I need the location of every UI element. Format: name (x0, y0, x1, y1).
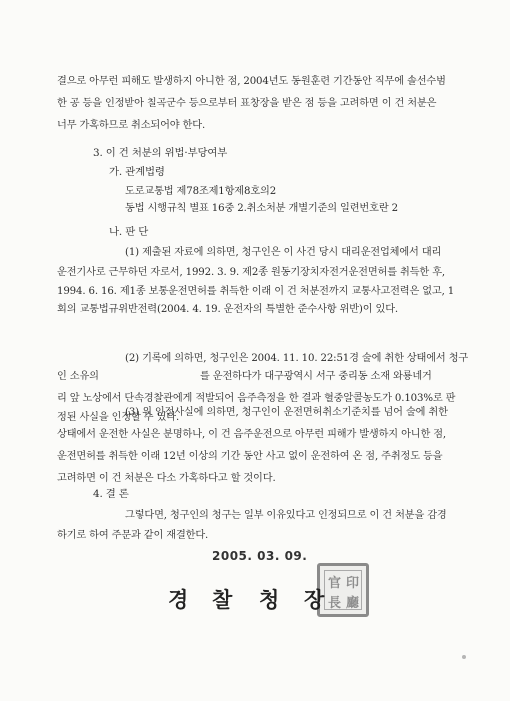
official-seal-stamp: 官 印 長 廳 (317, 563, 369, 617)
subsection-ga-heading: 가. 관계법령 (109, 166, 165, 178)
judgment-paragraph-2-line: 리 앞 노상에서 단속경찰관에게 적발되어 음주측정을 한 결과 혈중알콜농도가 0.103%로 판 (57, 393, 456, 404)
judgment-paragraph-3-line: (3) 위 인정사실에 의하면, 청구인이 운전면허취소기준치를 넘어 술에 취한 (125, 407, 448, 418)
scan-speck (462, 655, 466, 659)
body-line: 너무 가혹하므로 취소되어야 한다. (57, 120, 206, 131)
judgment-paragraph-1-line: 운전기사로 근무하던 자로서, 1992. 3. 9. 제2종 원동기장치자전거운전면허를 취득한 후, (57, 267, 445, 278)
body-line: 한 공 등을 인정받아 칠곡군수 등으로부터 표창장을 받은 점 등을 고려하면 이 건 처분은 (57, 98, 437, 109)
conclusion-line: 하기로 하여 주문과 같이 재결한다. (57, 530, 209, 541)
judgment-paragraph-1-line: 1994. 6. 16. 제1종 보통운전면허를 취득한 이래 이 건 처분전까지 교통사고전력은 없고, 1 (57, 286, 455, 297)
judgment-paragraph-3-line: 상태에서 운전한 사실은 분명하나, 이 건 음주운전으로 아무런 피해가 발생하지 아니한 점, (57, 429, 447, 440)
subsection-na-heading: 나. 판 단 (109, 226, 149, 238)
section-4-heading-visible: 4. 결 론 (93, 488, 129, 500)
decision-date: 2005. 03. 09. (212, 549, 308, 563)
judgment-paragraph-3-line: 고려하면 이 건 처분은 다소 가혹하다고 할 것이다. (57, 473, 276, 484)
issuer-char: 찰 (212, 588, 233, 612)
issuer-char: 청 (259, 588, 280, 612)
judgment-paragraph-1-line: 회의 교통법규위반전력(2004. 4. 19. 운전자의 특별한 준수사항 위반)이 있다. (57, 304, 398, 315)
judgment-paragraph-2-line: (2) 기록에 의하면, 청구인은 2004. 11. 10. 22:51경 술에 취한 상태에서 청구 (125, 353, 469, 364)
issuer-char: 장 (304, 588, 325, 612)
judgment-paragraph-3-line: 운전면허를 취득한 이래 12년 이상의 기간 동안 사고 없이 운전하여 온 점, 주취정도 등을 (57, 451, 443, 462)
judgment-paragraph-2-line: 정된 사실을 인정할 수 있다. (57, 412, 180, 423)
conclusion-line: 그렇다면, 청구인의 청구는 일부 이유있다고 인정되므로 이 건 처분을 감경 (125, 510, 447, 521)
section-3-heading: 3. 이 건 처분의 위법·부당여부 (93, 147, 228, 159)
law-reference: 도로교통법 제78조제1항제8호의2 (125, 186, 277, 197)
judgment-paragraph-1-line: (1) 제출된 자료에 의하면, 청구인은 이 사건 당시 대리운전업체에서 대리 (125, 247, 442, 258)
body-line: 결으로 아무런 피해도 발생하지 아니한 점, 2004년도 동원훈련 기간동안 직무에 솔선수범 (57, 76, 446, 87)
law-reference: 동법 시행규칙 별표 16중 2.취소처분 개별기준의 일련번호란 2 (125, 203, 398, 214)
issuer-char: 경 (168, 588, 189, 612)
judgment-paragraph-2-line: 를 운전하다가 대구광역시 서구 중리동 소재 와룡네거 (200, 371, 432, 382)
judgment-paragraph-2-line: 인 소유의 (57, 371, 99, 382)
